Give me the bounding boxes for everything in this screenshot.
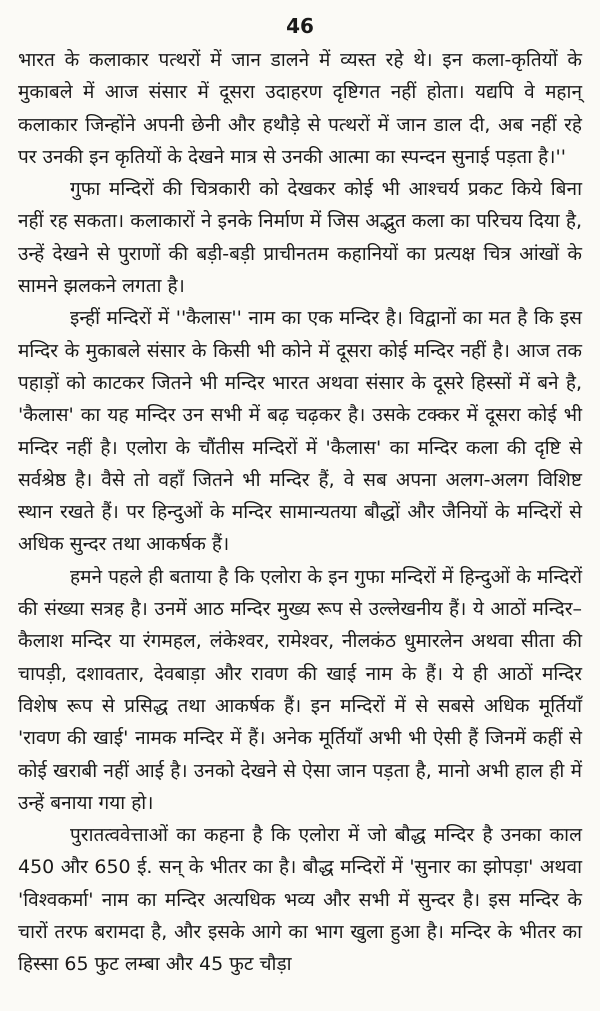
paragraph-5: पुरातत्ववेत्ताओं का कहना है कि एलोरा में जो बौद्ध मन्दिर है उनका काल 450 और 650 ई. सन् के भीतर का है। बौद्ध मन्दिरों में 'सुनार का झोपड़ा' अथवा 'विश्वकर्मा' नाम का मन्दिर अत्यधिक भव्य और सभी में सुन्दर है। इस मन्दिर के चारों तरफ बरामदा है, और इसके आगे का भाग खुला हुआ है। मन्दिर के भीतर का हिस्सा 65 फुट लम्बा और 45 फुट चौड़ा bbox=[18, 824, 582, 976]
paragraph-2: गुफा मन्दिरों की चित्रकारी को देखकर कोई भी आश्चर्य प्रकट किये बिना नहीं रह सकता। कलाकारों ने इनके निर्माण में जिस अद्भुत कला का परिचय दिया है, उन्हें देखने से पुराणों की बड़ी-बड़ी प्राचीनतम कहानियों का प्रत्यक्ष चित्र आंखों के सामने झलकने लगता है। bbox=[18, 178, 582, 298]
paragraph-4: हमने पहले ही बताया है कि एलोरा के इन गुफा मन्दिरों में हिन्दुओं के मन्दिरों की संख्या सत्रह है। उनमें आठ मन्दिर मुख्य रूप से उल्लेखनीय हैं। ये आठों मन्दिर–कैलाश मन्दिर या रंगमहल, लंकेश्वर, रामेश्वर, नीलकंठ धुमारलेन अथवा सीता की चापड़ी, दशावतार, देवबाड़ा और रावण की खाई नाम के हैं। ये ही आठों मन्दिर विशेष रूप से प्रसिद्ध तथा आकर्षक हैं। इन मन्दिरों में से सबसे अधिक मूर्तियाँ 'रावण की खाई' नामक मन्दिर में हैं। अनेक मूर्तियाँ अभी भी ऐसी हैं जिनमें कहीं से कोई खराबी नहीं आई है। उनको देखने से ऐसा जान पड़ता है, मानो अभी हाल ही में उन्हें बनाया गया हो। bbox=[18, 565, 582, 814]
paragraph-1: भारत के कलाकार पत्थरों में जान डालने में व्यस्त रहे थे। इन कला-कृतियों के मुकाबले में आज संसार में दूसरा उदाहरण दृष्टिगत नहीं होता। यद्यपि वे महान् कलाकार जिन्होंने अपनी छेनी और हथौड़े से पत्थरों में जान डाल दी, अब नहीं रहे पर उनकी इन कृतियों के देखने मात्र से उनकी आत्मा का स्पन्दन सुनाई पड़ता है।'' bbox=[18, 49, 582, 168]
paragraph-3: इन्हीं मन्दिरों में ''कैलास'' नाम का एक मन्दिर है। विद्वानों का मत है कि इस मन्दिर के मुकाबले संसार के किसी भी कोने में दूसरा कोई मन्दिर नहीं है। आज तक पहाड़ों को काटकर जितने भी मन्दिर भारत अथवा संसार के दूसरे हिस्सों में बने है, 'कैलास' का यह मन्दिर उन सभी में बढ़ चढ़कर है। उसके टक्कर में दूसरा कोई भी मन्दिर नहीं है। एलोरा के चौंतीस मन्दिरों में 'कैलास' का मन्दिर कला की दृष्टि से सर्वश्रेष्ठ है। वैसे तो वहाँ जितने भी मन्दिर हैं, वे सब अपना अलग-अलग विशिष्ट स्थान रखते हैं। पर हिन्दुओं के मन्दिर सामान्यतया बौद्धों और जैनियों के मन्दिरों से अधिक सुन्दर तथा आकर्षक हैं। bbox=[18, 307, 582, 556]
page-number: 46 bbox=[286, 14, 314, 38]
